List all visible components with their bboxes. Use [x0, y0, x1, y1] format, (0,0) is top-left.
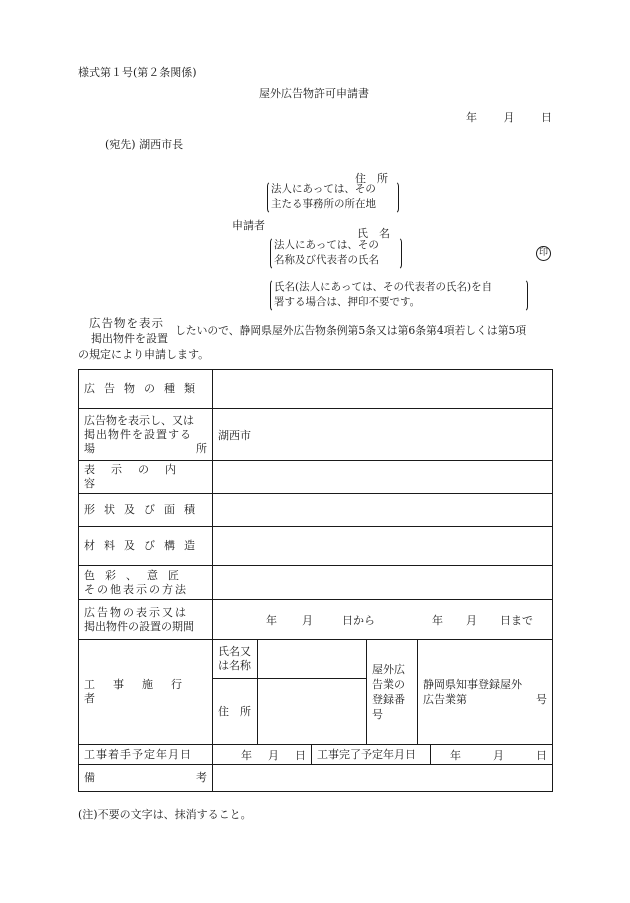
row-material-structure: [79, 527, 553, 566]
name-note-line1: 法人にあっては、その: [274, 239, 379, 251]
applicant-label: 申請者: [232, 219, 265, 232]
shape-area-label-text: 形状及び面積: [84, 503, 204, 516]
addressee: (宛先) 湖西市長: [105, 138, 184, 151]
remarks-label-b: 考: [196, 771, 207, 784]
sign-note-bracket: [270, 279, 528, 312]
start-day: 日: [295, 748, 306, 762]
row-ad-place: [79, 409, 553, 461]
name-note-bracket: [270, 237, 402, 270]
row-period: [79, 600, 553, 640]
shape-area-label: [79, 494, 213, 527]
remarks-field[interactable]: [213, 765, 553, 792]
statement-option-display: 広告物を表示: [89, 316, 164, 330]
contractor-address-label-text: 住 所: [218, 704, 251, 718]
ad-place-label-line2: 掲出物件を設置する: [84, 427, 192, 441]
contractor-name-label-line1: 氏名又: [218, 645, 251, 658]
material-structure-label-text: 材料及び構造: [84, 539, 204, 552]
registration-label: [367, 640, 418, 745]
color-design-field[interactable]: [213, 566, 553, 600]
period-end-year: 年: [432, 613, 443, 627]
end-month: 月: [493, 748, 505, 762]
row-display-content: [79, 461, 553, 494]
row-contractor-name: [79, 640, 553, 679]
ad-place-label-line1: 広告物を表示し、又は: [84, 413, 194, 427]
period-label-line2: 掲出物件の設置の期間: [84, 619, 194, 633]
period-end-day: 日まで: [500, 613, 533, 627]
end-day: 日: [536, 748, 548, 762]
statement-option-install: 掲出物件を設置: [91, 332, 168, 345]
ad-kind-label-text: 広告物の種類: [84, 382, 204, 395]
construction-start-field[interactable]: [213, 745, 312, 765]
contractor-name-label-line2: は名称: [218, 659, 251, 672]
construction-end-field[interactable]: [431, 745, 553, 765]
period-start-day: 日から: [342, 613, 375, 627]
contractor-address-label: [213, 679, 258, 745]
ad-kind-field[interactable]: [213, 370, 553, 409]
ad-place-field[interactable]: [213, 409, 553, 461]
address-note-bracket: [267, 181, 399, 214]
address-label: 住 所: [355, 172, 388, 185]
row-construction-dates: [79, 745, 553, 765]
period-start-month: 月: [302, 613, 313, 627]
period-field[interactable]: [213, 600, 553, 640]
ad-place-label: [79, 409, 213, 461]
period-label-line1: 広告物の表示又は: [84, 605, 188, 619]
ad-place-value: 湖西市: [218, 428, 251, 442]
period-label: [79, 600, 213, 640]
material-structure-label: [79, 527, 213, 566]
color-design-label-line2: その他表示の方法: [84, 582, 188, 596]
construction-end-label-text: 工事完了予定年月日: [317, 747, 416, 761]
period-end-month: 月: [466, 613, 477, 627]
name-note-line2: 名称及び代表者の氏名: [274, 254, 379, 266]
submission-date: [466, 109, 552, 125]
color-design-label: [79, 566, 213, 600]
row-ad-kind: [79, 370, 553, 409]
contractor-name-field[interactable]: [258, 640, 367, 679]
ad-place-label-line3b: 所: [196, 441, 207, 455]
statement-text: したいので、静岡県屋外広告物条例第5条又は第6条第4項若しくは第5項: [175, 324, 527, 337]
address-note-line1: 法人にあっては、その: [271, 183, 376, 195]
remarks-label-a: 備: [84, 771, 95, 784]
statement-text-cont: の規定により申請します。: [78, 348, 210, 361]
name-label: 氏 名: [357, 227, 390, 240]
start-month: 月: [268, 748, 279, 762]
registration-field[interactable]: [418, 640, 553, 745]
registration-value-line2a: 広告業第: [423, 693, 467, 706]
construction-end-label: [312, 745, 431, 765]
ad-kind-label: [79, 370, 213, 409]
sign-note-line1: 氏名(法人にあっては、その代表者の氏名)を自: [274, 281, 493, 293]
registration-label-line3: 登録番: [372, 693, 405, 706]
registration-label-line1: 屋外広: [372, 663, 405, 676]
registration-label-line4: 号: [372, 708, 383, 721]
color-design-label-line1: 色彩、意匠: [84, 568, 189, 582]
footer-note: (注)不要の文字は、抹消すること。: [78, 808, 252, 821]
display-content-field[interactable]: [213, 461, 553, 494]
form-number: 様式第１号(第２条関係): [78, 66, 197, 79]
date-month: 月: [503, 111, 515, 124]
registration-label-line2: 告業の: [372, 678, 405, 691]
registration-value-line1: 静岡県知事登録屋外: [423, 678, 522, 691]
construction-start-label-text: 工事着手予定年月日: [84, 747, 192, 761]
row-shape-area: [79, 494, 553, 527]
document-title: 屋外広告物許可申請書: [259, 87, 369, 100]
date-day: 日: [541, 111, 552, 124]
construction-start-label: [79, 745, 213, 765]
ad-place-label-line3a: 場: [84, 441, 95, 455]
contractor-name-label: [213, 640, 258, 679]
application-form-table: [78, 369, 553, 792]
period-start-year: 年: [266, 613, 277, 627]
contractor-label-text: 工事施行者: [84, 678, 200, 705]
address-note-line2: 主たる事務所の所在地: [271, 198, 376, 210]
seal-mark: 印: [536, 246, 551, 261]
registration-value-line2b: 号: [536, 693, 548, 706]
shape-area-field[interactable]: [213, 494, 553, 527]
date-year: 年: [466, 111, 477, 124]
display-content-label: [79, 461, 213, 494]
end-year: 年: [450, 748, 462, 762]
contractor-address-field[interactable]: [258, 679, 367, 745]
row-color-design: [79, 566, 553, 600]
row-remarks: [79, 765, 553, 792]
remarks-label: [79, 765, 213, 792]
material-structure-field[interactable]: [213, 527, 553, 566]
start-year: 年: [241, 748, 252, 762]
display-content-label-text: 表示の内容: [84, 463, 192, 490]
sign-note-line2: 署する場合は、押印不要です。: [274, 296, 421, 308]
contractor-label: [79, 640, 213, 745]
